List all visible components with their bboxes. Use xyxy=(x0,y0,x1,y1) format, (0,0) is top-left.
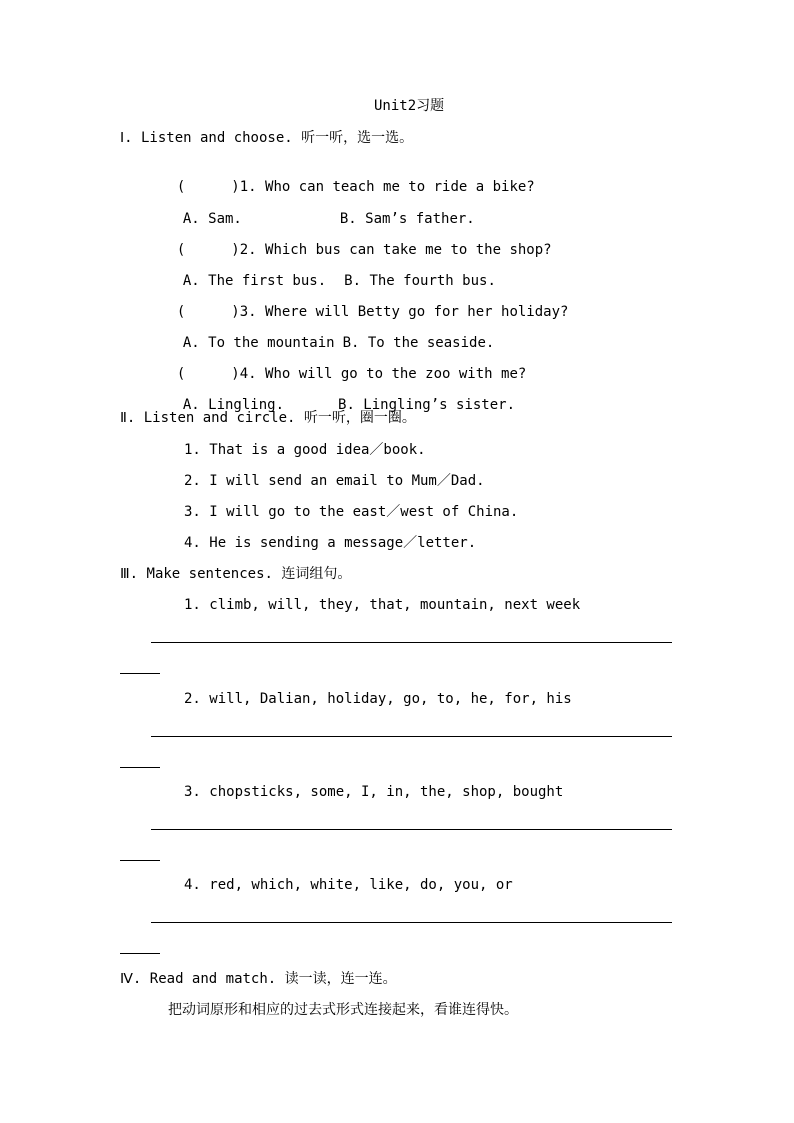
question-text: 3. Where will Betty go for her holiday? xyxy=(239,304,569,320)
section-1-heading: Ⅰ. Listen and choose. 听一听，选一选。 xyxy=(120,130,414,146)
answer-line-3-continuation[interactable] xyxy=(120,860,160,861)
section-3-heading: Ⅲ. Make sentences. 连词组句。 xyxy=(120,566,352,582)
circle-item-1: 1. That is a good idea／book. xyxy=(184,442,426,458)
answer-line-2-continuation[interactable] xyxy=(120,767,160,768)
answer-paren-close: ) xyxy=(231,179,240,195)
section-4-heading: Ⅳ. Read and match. 读一读，连一连。 xyxy=(120,971,397,987)
answer-line-2[interactable] xyxy=(151,736,672,737)
answer-paren-open: ( xyxy=(176,242,186,258)
circle-item-3: 3. I will go to the east／west of China. xyxy=(184,504,519,520)
answer-paren-close: ) xyxy=(231,242,240,258)
answer-line-4[interactable] xyxy=(151,922,672,923)
circle-item-2: 2. I will send an email to Mum／Dad. xyxy=(184,473,485,489)
answer-line-1-continuation[interactable] xyxy=(120,673,160,674)
answer-paren-open: ( xyxy=(176,304,186,320)
option-a: A. To the mountain xyxy=(182,335,335,351)
option-b: B. Sam’s father. xyxy=(339,211,475,227)
circle-item-4: 4. He is sending a message／letter. xyxy=(184,535,477,551)
answer-paren-open: ( xyxy=(176,366,186,382)
sentence-prompt-1: 1. climb, will, they, that, mountain, next week xyxy=(184,597,581,613)
question-1 xyxy=(160,160,535,196)
option-a: A. The first bus. xyxy=(182,273,327,289)
sentence-prompt-2: 2. will, Dalian, holiday, go, to, he, for, his xyxy=(184,691,572,707)
question-text: 4. Who will go to the zoo with me? xyxy=(239,366,527,382)
question-text: 2. Which bus can take me to the shop? xyxy=(239,242,552,258)
answer-paren-close: ) xyxy=(231,366,240,382)
option-b: B. Lingling’s sister. xyxy=(338,397,516,413)
sentence-prompt-4: 4. red, which, white, like, do, you, or xyxy=(184,877,513,893)
sentence-prompt-3: 3. chopsticks, some, I, in, the, shop, bought xyxy=(184,784,564,800)
section-4-instruction: 把动词原形和相应的过去式形式连接起来，看谁连得快。 xyxy=(168,1002,518,1018)
option-a: A. Lingling. xyxy=(182,397,285,413)
option-b: B. To the seaside. xyxy=(342,335,495,351)
option-a: A. Sam. xyxy=(182,211,242,227)
answer-line-1[interactable] xyxy=(151,642,672,643)
answer-line-4-continuation[interactable] xyxy=(120,953,160,954)
option-b: B. The fourth bus. xyxy=(344,273,496,289)
document-title: Unit2习题 xyxy=(374,98,445,114)
section-2-heading: Ⅱ. Listen and circle. 听一听，圈一圈。 xyxy=(120,410,416,426)
answer-line-3[interactable] xyxy=(151,829,672,830)
answer-paren-open: ( xyxy=(176,179,186,195)
answer-paren-close: ) xyxy=(231,304,240,320)
question-text: 1. Who can teach me to ride a bike? xyxy=(239,179,535,195)
